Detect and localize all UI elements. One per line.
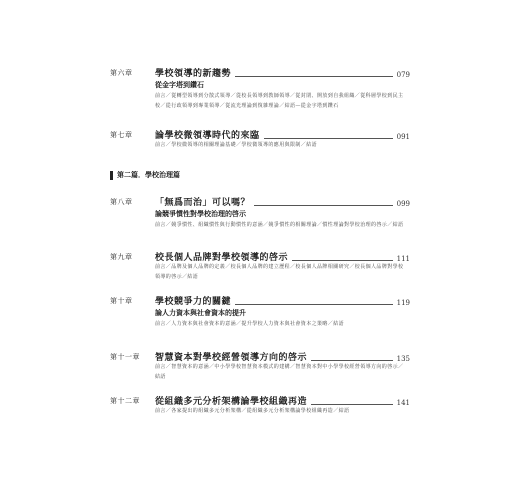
chapter-number: 第七章 [110,131,133,139]
chapter-subtitle: 論人力資本與社會資本的提升 [155,309,246,317]
section-header [110,170,180,180]
page-number: 135 [396,355,410,363]
chapter-title[interactable]: 「無爲而治」可以嗎？ [155,198,251,208]
chapter-sections: 前言／從轉型領導到分散式領導／從校長領導到教師領導／從封閉、開放到自我組織／從科層學校到民主校／從行政領導到專業領導／從流光理論到復雜理論／結語—從金字塔到鑽石 [155,93,404,109]
chapter-title[interactable]: 智慧資本對學校經營領導方向的啓示 [155,353,308,363]
chapter-number: 第十一章 [110,353,140,361]
chapter-title[interactable]: 學校領導的新趨勢 [155,69,232,79]
leader-line [311,359,393,361]
chapter-sections: 前言／學校微領導的相關理論基礎／學校微領導的應用與限制／結語 [155,142,318,148]
chapter-number: 第十章 [110,297,133,305]
chapter-sections: 前言／品牌及個人品牌的定義／校長個人品牌的建立歷程／校長個人品牌相關研究／校長個人品牌對學校領導的啓示／結語 [155,264,404,280]
chapter-sections: 前言／智慧資本的意涵／中小學學校智慧資本模式的建構／智慧資本對中小學學校經營領導方向的啓示／結語 [155,364,404,380]
page-number: 119 [396,299,410,307]
leader-line [235,75,393,77]
page-number: 079 [396,71,410,79]
chapter-title-line [155,294,410,307]
leader-line [235,303,393,305]
chapter-title-line [155,66,410,79]
section-title: 第二篇．學校治理篇 [117,171,180,179]
page-number: 141 [396,399,410,407]
chapter-title[interactable]: 從組織多元分析架構論學校組織再造 [155,397,308,407]
chapter-title-line [155,195,410,208]
chapter-sections: 前言／人力資本與社會資本的意涵／提升學校人力資本與社會資本之策略／結語 [155,321,345,327]
chapter-title[interactable]: 校長個人品牌對學校領導的啓示 [155,253,289,263]
leader-line [254,204,393,206]
leader-line [264,137,393,139]
chapter-number: 第八章 [110,198,133,206]
leader-line [311,403,393,405]
chapter-title[interactable]: 論學校微領導時代的來臨 [155,131,260,141]
chapter-title[interactable]: 學校競爭力的關鍵 [155,297,232,307]
chapter-sections: 前言／競爭慣性、組織慣性與行動慣性的意涵／競爭慣性的相關理論／慣性理論對學校治理的啓示／結語 [155,222,404,228]
section-marker [110,171,113,180]
page-number: 111 [396,255,410,263]
chapter-number: 第十二章 [110,397,140,405]
leader-line [292,259,393,261]
chapter-subtitle: 從金字塔到鑽石 [155,81,204,89]
page-number: 099 [396,200,410,208]
chapter-number: 第九章 [110,253,133,261]
chapter-subtitle: 論競爭慣性對學校治理的啓示 [155,210,246,218]
chapter-number: 第六章 [110,69,133,77]
chapter-sections: 前言／各家提出的組織多元分析架構／從組織多元分析架構論學校組織再造／結語 [155,408,350,414]
page-number: 091 [396,133,410,141]
